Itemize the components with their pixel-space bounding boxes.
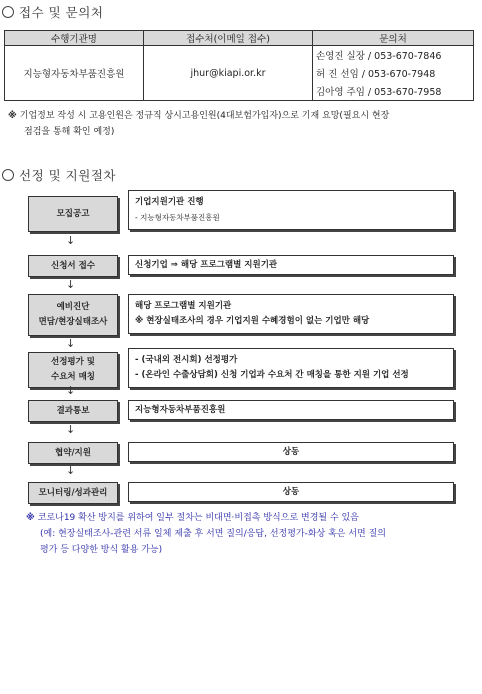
header-org: 수행기관명 xyxy=(5,31,144,46)
circle-bullet-icon xyxy=(2,6,14,18)
contact-cell: 김아영 주임 / 053-670-7958 xyxy=(313,82,474,101)
desc-text: ※ 현장실태조사의 경우 기업지원 수혜경험이 없는 기업만 해당 xyxy=(135,316,370,326)
section-title-text: 접수 및 문의처 xyxy=(19,5,104,20)
covid-note xyxy=(26,510,478,558)
email-cell[interactable]: jhur@kiapi.or.kr xyxy=(144,46,313,101)
note-line: 코로나19 확산 방지를 위하여 일부 절차는 비대면·비접촉 방식으로 변경될 수 있음 xyxy=(37,513,359,523)
step-agreement: 협약/지원 xyxy=(28,442,118,464)
down-arrow-icon: ↓ xyxy=(66,423,76,436)
step-result: 결과통보 xyxy=(28,400,118,422)
employment-note xyxy=(8,108,476,140)
down-arrow-icon: ↓ xyxy=(66,464,76,477)
step-label-line: 선정평가 및 xyxy=(50,357,95,367)
down-arrow-icon: ↓ xyxy=(66,337,76,350)
circle-bullet-icon xyxy=(2,169,14,181)
note-line: 평가 등 다양한 방식 활용 가능) xyxy=(40,545,163,555)
header-contact: 문의처 xyxy=(313,31,474,46)
step-application-desc: 신청기업 ⇒ 해당 프로그램별 지원기관 xyxy=(128,255,454,275)
step-label-line: 예비진단 xyxy=(56,302,90,312)
step-selection-desc xyxy=(128,348,454,388)
down-arrow-icon: ↓ xyxy=(66,234,76,247)
contact-cell: 허 진 선임 / 053-670-7948 xyxy=(313,64,474,82)
section-title-text: 선정 및 지원절차 xyxy=(19,168,116,183)
step-agreement-desc: 상동 xyxy=(128,442,454,462)
step-recruit-desc xyxy=(128,190,454,230)
note-line: 기업정보 작성 시 고용인원은 정규직 상시고용인원(4대보험가입자)으로 기재 요망(필요시 현장 xyxy=(19,111,390,121)
section-title-contact xyxy=(2,3,103,21)
note-line: (예: 현장실태조사-관련 서류 일체 제출 후 서면 질의/응답, 선정평가-화상 혹은 서면 질의 xyxy=(40,529,386,539)
step-label-line: 수요처 매칭 xyxy=(50,372,95,382)
step-selection xyxy=(28,352,118,388)
step-label-line: 면담/현장실태조사 xyxy=(38,317,108,327)
note-line: 점검을 통해 확인 예정) xyxy=(24,127,115,137)
note-mark: ※ xyxy=(8,111,17,121)
step-monitoring-desc: 상동 xyxy=(128,482,454,502)
table-row xyxy=(5,46,474,65)
note-mark: ※ xyxy=(26,513,35,523)
org-cell: 지능형자동차부품진흥원 xyxy=(5,46,144,101)
desc-text: - (온라인 수출상담회) 신청 기업과 수요처 간 매칭을 통한 지원 기업 선정 xyxy=(135,370,409,380)
contact-table xyxy=(4,30,474,101)
section-title-procedure xyxy=(2,166,116,184)
step-application: 신청서 접수 xyxy=(28,255,118,277)
desc-text: - (국내외 전시회) 선정평가 xyxy=(135,355,238,365)
step-monitoring: 모니터링/성과관리 xyxy=(28,482,118,504)
step-result-desc: 지능형자동차부품진흥원 xyxy=(128,400,454,420)
step-pre-diagnosis xyxy=(28,294,118,336)
desc-text: 해당 프로그램별 지원기관 xyxy=(135,301,232,311)
down-arrow-icon: ↓ xyxy=(66,384,76,397)
desc-text: 기업지원기관 진행 xyxy=(135,197,204,207)
table-header-row xyxy=(5,31,474,46)
desc-subtext: - 지능형자동차부품진흥원 xyxy=(135,213,220,222)
down-arrow-icon: ↓ xyxy=(66,278,76,291)
step-recruit: 모집공고 xyxy=(28,196,118,232)
step-pre-diagnosis-desc xyxy=(128,294,454,334)
contact-cell: 손영진 실장 / 053-670-7846 xyxy=(313,46,474,65)
header-email: 접수처(이메일 접수) xyxy=(144,31,313,46)
